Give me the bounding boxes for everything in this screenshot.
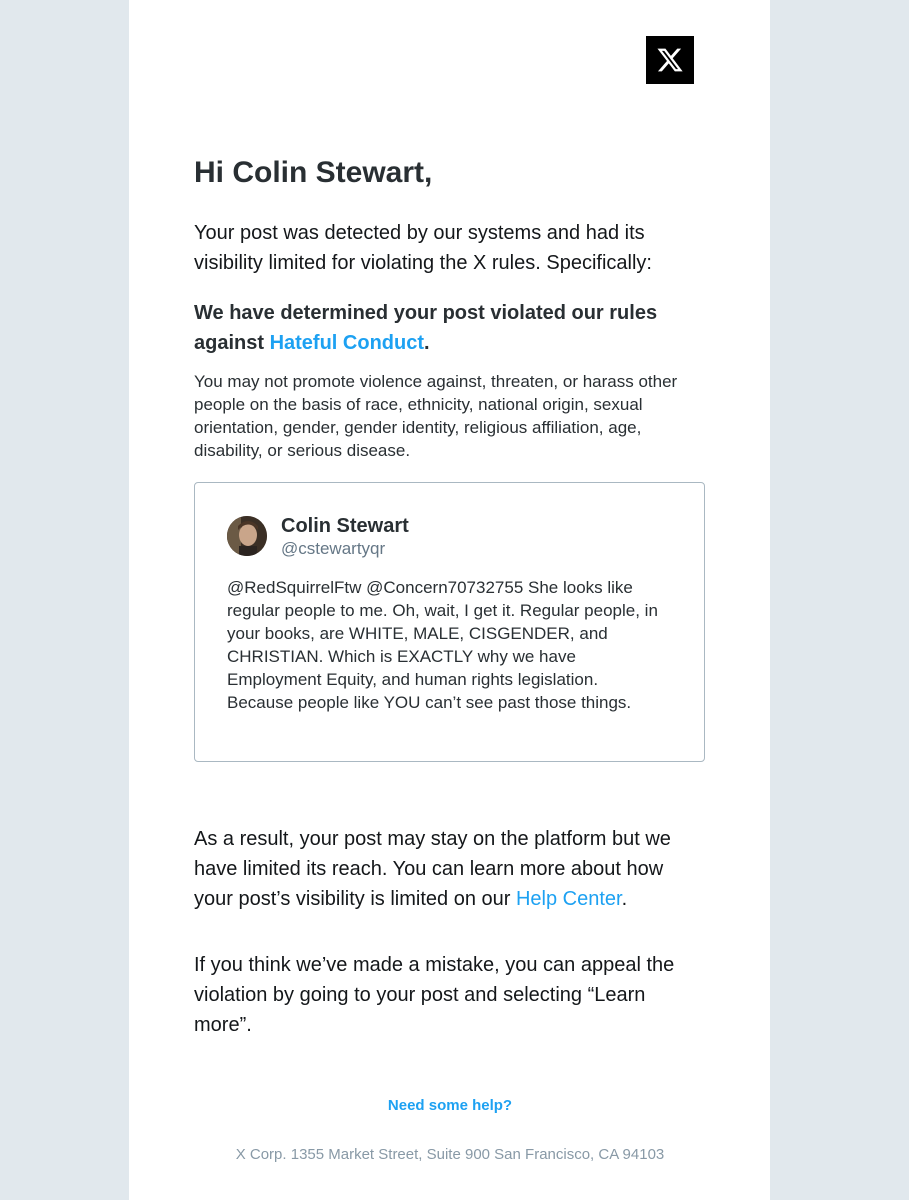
greeting-heading: Hi Colin Stewart,: [194, 156, 433, 189]
result-suffix: .: [621, 888, 628, 910]
determination-prefix: We have determined your post violated our rules against: [194, 302, 658, 354]
result-text: [194, 824, 706, 914]
quoted-post-card[interactable]: [194, 482, 705, 762]
violation-determination: [194, 298, 706, 358]
need-help-link[interactable]: Need some help?: [387, 1097, 513, 1114]
policy-description: You may not promote violence against, threaten, or harass other people on the basis of race, ethnicity, national origin, sexual orientation, gender, gender identity, religious affiliation, age, disability, or serious disease.: [194, 372, 678, 460]
x-logo-icon: [646, 36, 694, 84]
avatar-photo: [227, 516, 267, 556]
footer-address: X Corp. 1355 Market Street, Suite 900 San Francisco, CA 94103: [235, 1146, 665, 1163]
result-prefix: As a result, your post may stay on the platform but we have limited its reach. You can learn more about how your post’s visibility is limited on our: [194, 828, 671, 910]
post-text: @RedSquirrelFtw @Concern70732755 She looks like regular people to me. Oh, wait, I get it. Regular people, in your books, are WHITE, MALE, CISGENDER, and CHRISTIAN. Which is EXACTLY why we have Employment Equity, and human rights legislation. Because people like YOU can’t see past those things.: [227, 578, 658, 712]
help-center-link[interactable]: Help Center: [515, 888, 622, 910]
intro-text: Your post was detected by our systems and had its visibility limited for violating the X rules. Specifically:: [194, 222, 652, 274]
avatar: [227, 516, 267, 556]
post-author-handle: @cstewartyqr: [281, 539, 386, 558]
email-body: [129, 0, 770, 1200]
post-author-name: Colin Stewart: [281, 515, 409, 537]
x-logo-glyph: [656, 46, 684, 74]
hateful-conduct-link[interactable]: Hateful Conduct: [269, 332, 425, 354]
determination-suffix: .: [424, 332, 430, 354]
appeal-text: If you think we’ve made a mistake, you can appeal the violation by going to your post and selecting “Learn more”.: [194, 954, 675, 1036]
